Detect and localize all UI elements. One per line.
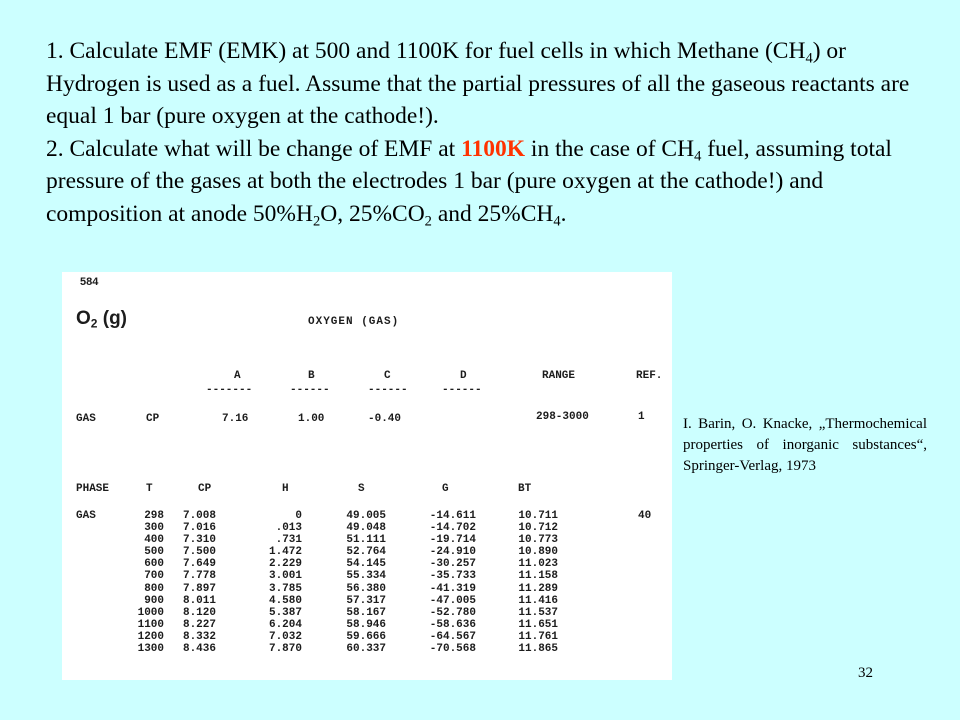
cell-g-9: -58.636 — [429, 618, 476, 631]
cell-s-4: 54.145 — [346, 558, 386, 571]
cell-cp-4: 7.649 — [182, 558, 216, 571]
column-cp — [166, 510, 216, 655]
q2-text-b: in the case of CH — [525, 135, 695, 162]
cell-h-6: 3.785 — [268, 582, 302, 595]
cell-bt-5: 11.158 — [518, 570, 558, 583]
coef-header-range: RANGE — [542, 370, 576, 382]
cell-cp-8: 8.120 — [182, 606, 216, 619]
coef-header-b: B — [308, 370, 315, 382]
column-t — [122, 510, 164, 655]
q2-text-e: and 25%CH — [431, 200, 554, 227]
cell-s-8: 58.167 — [346, 606, 386, 619]
thermochemical-table-scan — [62, 272, 672, 680]
data-ref: 40 — [638, 510, 652, 522]
column-s — [324, 510, 386, 655]
q2-subscript-1: 4 — [694, 147, 702, 164]
question-1 — [46, 35, 926, 133]
coef-header-d: D — [460, 370, 467, 382]
cell-cp-10: 8.332 — [182, 630, 216, 643]
cell-cp-2: 7.310 — [182, 534, 216, 547]
cell-g-5: -35.733 — [429, 570, 476, 583]
cell-s-11: 60.337 — [346, 643, 386, 656]
cell-s-10: 59.666 — [346, 630, 386, 643]
cell-s-1: 49.048 — [346, 522, 386, 535]
phase-header-bt: BT — [518, 483, 532, 495]
q1-subscript: 4 — [805, 50, 813, 67]
data-phase-label: GAS — [76, 510, 96, 522]
cell-s-3: 52.764 — [346, 546, 386, 559]
formula-subscript: 2 — [90, 316, 98, 331]
cell-g-0: -14.611 — [429, 510, 476, 522]
cell-s-9: 58.946 — [346, 618, 386, 631]
cell-g-11: -70.568 — [429, 643, 476, 656]
cell-cp-0: 7.008 — [182, 510, 216, 522]
coef-header-c: C — [384, 370, 391, 382]
cell-h-7: 4.580 — [268, 594, 302, 607]
gas-row-range: 298-3000 — [536, 411, 589, 423]
cell-t-7: 900 — [144, 594, 164, 607]
cell-t-3: 500 — [144, 546, 164, 559]
gas-row-label: GAS — [76, 413, 96, 425]
cell-g-8: -52.780 — [429, 606, 476, 619]
cell-h-4: 2.229 — [268, 558, 302, 571]
gas-row-ref: 1 — [638, 411, 645, 423]
cell-h-8: 5.387 — [268, 606, 302, 619]
coef-header-a: A — [234, 370, 241, 382]
cell-bt-4: 11.023 — [518, 558, 558, 571]
cell-cp-3: 7.500 — [182, 546, 216, 559]
column-g — [410, 510, 476, 655]
cell-t-4: 600 — [144, 558, 164, 571]
cell-g-10: -64.567 — [429, 630, 476, 643]
coef-header-ref: REF. — [636, 370, 663, 382]
dash-c: ------ — [368, 384, 408, 396]
cell-t-8: 1000 — [137, 606, 164, 619]
cell-bt-11: 11.865 — [518, 643, 558, 656]
column-bt — [498, 510, 558, 655]
cell-cp-11: 8.436 — [182, 643, 216, 656]
q2-subscript-4: 4 — [553, 212, 561, 229]
cell-g-6: -41.319 — [429, 582, 476, 595]
q1-text-b: ) or Hydrogen is used as a fuel. Assume that the partial pressures of all the gaseous reactants are equal 1 bar (pure oxygen at the cathode!). — [46, 38, 910, 129]
cell-cp-1: 7.016 — [182, 522, 216, 535]
reference-citation: I. Barin, O. Knacke, „Thermochemical properties of inorganic substances“, Springer-Verlag, 1973 — [683, 416, 927, 474]
cell-t-6: 800 — [144, 582, 164, 595]
phase-header-g: G — [442, 483, 449, 495]
cell-s-6: 56.380 — [346, 582, 386, 595]
cell-bt-1: 10.712 — [518, 522, 558, 535]
dash-d: ------ — [442, 384, 482, 396]
cell-cp-5: 7.778 — [182, 570, 216, 583]
column-h — [248, 510, 302, 655]
cell-bt-9: 11.651 — [518, 618, 558, 631]
cell-t-10: 1200 — [137, 630, 164, 643]
formula-main: O — [76, 308, 91, 329]
phase-header: PHASE — [76, 483, 110, 495]
cell-t-9: 1100 — [137, 618, 164, 631]
cell-g-1: -14.702 — [429, 522, 476, 535]
phase-header-cp: CP — [198, 483, 212, 495]
cell-cp-7: 8.011 — [182, 594, 216, 607]
cell-bt-10: 11.761 — [518, 630, 558, 643]
cell-g-4: -30.257 — [429, 558, 476, 571]
cell-h-0: 0 — [295, 510, 302, 522]
phase-header-s: S — [358, 483, 365, 495]
gas-row-b: 1.00 — [298, 413, 325, 425]
q2-text-end: . — [560, 200, 567, 227]
cell-t-5: 700 — [144, 570, 164, 583]
question-2 — [46, 133, 926, 231]
cell-t-1: 300 — [144, 522, 164, 535]
problem-text — [46, 35, 926, 230]
cell-h-10: 7.032 — [268, 630, 302, 643]
q2-subscript-3: 2 — [424, 212, 432, 229]
cell-g-2: -19.714 — [429, 534, 476, 547]
q2-text-d: O, 25%CO — [320, 200, 425, 227]
cell-g-3: -24.910 — [429, 546, 476, 559]
cell-g-7: -47.005 — [429, 594, 476, 607]
cell-cp-9: 8.227 — [182, 618, 216, 631]
table-page-number: 584 — [80, 276, 99, 288]
cell-h-9: 6.204 — [268, 618, 302, 631]
cell-bt-2: 10.773 — [518, 534, 558, 547]
cell-s-5: 55.334 — [346, 570, 386, 583]
cell-h-2: .731 — [275, 534, 302, 547]
gas-row-cp: CP — [146, 413, 160, 425]
cell-s-2: 51.111 — [346, 534, 386, 547]
table-title: OXYGEN (GAS) — [308, 316, 400, 328]
q2-text-a: 2. Calculate what will be change of EMF at — [46, 135, 462, 162]
cell-t-11: 1300 — [137, 643, 164, 656]
cell-t-0: 298 — [144, 510, 164, 522]
cell-s-0: 49.005 — [346, 510, 386, 522]
cell-bt-7: 11.416 — [518, 594, 558, 607]
q1-text-a: 1. Calculate EMF (EMK) at 500 and 1100K for fuel cells in which Methane (CH — [46, 38, 806, 64]
cell-cp-6: 7.897 — [182, 582, 216, 595]
q2-highlight-temperature: 1100K — [461, 135, 526, 162]
dash-a: ------- — [206, 384, 253, 396]
q2-text-c: fuel, assuming total pressure of the gases at both the electrodes 1 bar (pure oxygen at the cathode!) and composition at anode 50%H — [46, 135, 892, 227]
q2-subscript-2: 2 — [312, 212, 321, 229]
cell-h-11: 7.870 — [268, 643, 302, 656]
cell-h-3: 1.472 — [268, 546, 302, 559]
table-formula — [76, 308, 127, 330]
dash-b: ------ — [290, 384, 330, 396]
cell-bt-0: 10.711 — [518, 510, 558, 522]
cell-bt-8: 11.537 — [518, 606, 558, 619]
cell-bt-3: 10.890 — [518, 546, 558, 559]
cell-h-1: .013 — [275, 522, 302, 535]
phase-header-h: H — [282, 483, 289, 495]
cell-s-7: 57.317 — [346, 594, 386, 607]
gas-row-a: 7.16 — [222, 413, 249, 425]
formula-state: (g) — [97, 308, 128, 329]
gas-row-c: -0.40 — [368, 413, 402, 425]
slide-number: 32 — [858, 665, 873, 681]
cell-h-5: 3.001 — [268, 570, 302, 583]
cell-t-2: 400 — [144, 534, 164, 547]
cell-bt-6: 11.289 — [518, 582, 558, 595]
phase-header-t: T — [146, 483, 153, 495]
